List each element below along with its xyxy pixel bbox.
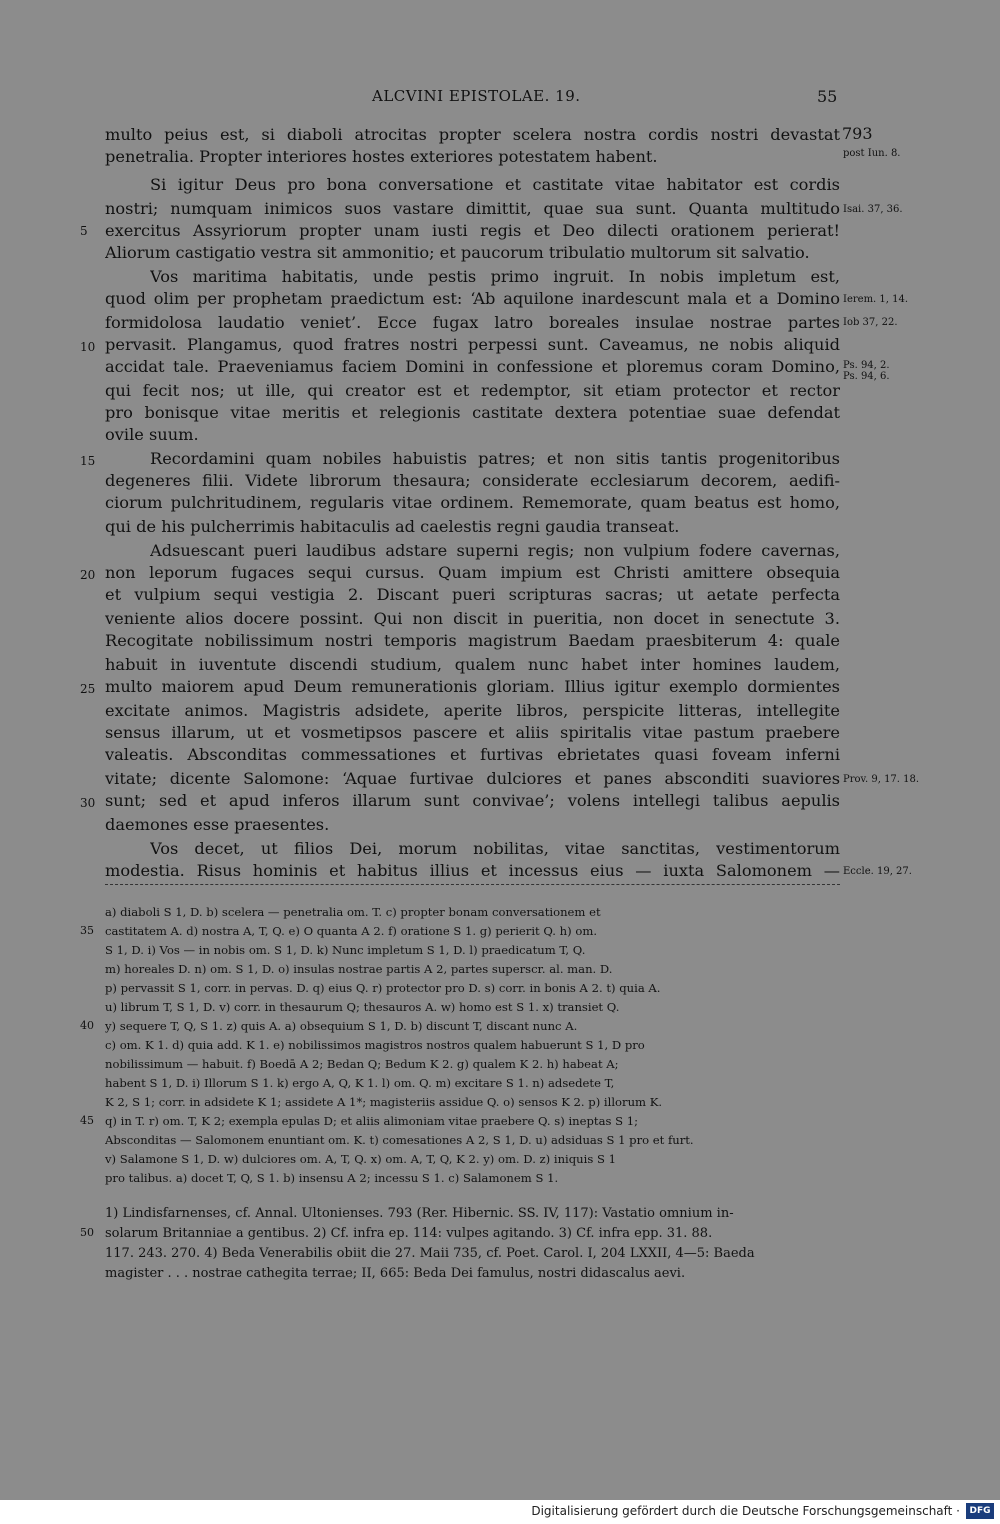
apparatus-line: castitatem A. d) nostra A, T, Q. e) O quanta A 2. f) oratione S 1. g) perierit Q. h) om. — [105, 924, 598, 938]
text-line: ciorum pulchritudinem, regularis vitae ordinem. Rememorate, quam beatus est homo, — [105, 493, 840, 512]
apparatus-line: a) diaboli S 1, D. b) scelera — penetralia om. T. c) propter bonam conversationem et — [105, 905, 601, 919]
text-line: Vos decet, ut filios Dei, morum nobilitas, vitae sanctitas, vestimentorum — [150, 839, 840, 858]
text-line: non leporum fugaces sequi cursus. Quam impium est Christi amittere obsequia — [105, 563, 840, 582]
text-line: et vulpium sequi vestigia 2. Discant pueri scripturas sacras; ut aetate perfecta — [105, 585, 840, 604]
text-line: sensus illarum, ut et vosmetipsos pascere et aliis spiritalis vitae pastum praebere — [105, 723, 840, 742]
text-line: Adsuescant pueri laudibus adstare superni regis; non vulpium fodere cavernas, — [150, 541, 840, 560]
text-line: degeneres filii. Videte librorum thesaura; considerate ecclesiarum decorem, aedifi- — [105, 471, 840, 490]
margin-ref: Ps. 94, 2. — [843, 360, 890, 371]
text-line: valeatis. Absconditas commessationes et furtivas ebrietates quasi foveam inferni — [105, 745, 840, 764]
text-line: multo peius est, si diaboli atrocitas propter scelera nostra cordis nostri devastat — [105, 125, 840, 144]
page-header — [0, 87, 1000, 109]
apparatus-line: m) horeales D. n) om. S 1, D. o) insulas nostrae partis A 2, partes superscr. al. man. D. — [105, 962, 613, 976]
note-line: magister . . . nostrae cathegita terrae; II, 665: Beda Dei famulus, nostri didascalus aevi. — [105, 1266, 686, 1281]
line-number: 25 — [80, 682, 96, 696]
line-number: 5 — [80, 224, 88, 238]
margin-ref: Ps. 94, 6. — [843, 371, 890, 382]
text-line: ovile suum. — [105, 425, 199, 444]
text-line: accidat tale. Praeveniamus faciem Domini in confessione et ploremus coram Domino, — [105, 357, 840, 376]
line-number: 50 — [80, 1226, 94, 1239]
text-line: formidolosa laudatio veniet’. Ecce fugax latro boreales insulae nostrae partes — [105, 313, 840, 332]
apparatus-line: p) pervassit S 1, corr. in pervas. D. q) eius Q. r) protector pro D. s) corr. in bonis A 2. t) quia A. — [105, 981, 661, 995]
apparatus-line: c) om. K 1. d) quia add. K 1. e) nobilissimos magistros nostros qualem habuerunt S 1, D pro — [105, 1038, 645, 1052]
running-title: ALCVINI EPISTOLAE. 19. — [372, 87, 581, 105]
line-number: 30 — [80, 796, 96, 810]
note-line: 1) Lindisfarnenses, cf. Annal. Ultonienses. 793 (Rer. Hibernic. SS. IV, 117): Vastatio omnium in- — [105, 1206, 734, 1221]
text-line: multo maiorem apud Deum remunerationis gloriam. Illius igitur exemplo dormientes — [105, 677, 840, 696]
apparatus-line: nobilissimum — habuit. f) Boedā A 2; Bedan Q; Bedum K 2. g) qualem K 2. h) habeat A; — [105, 1057, 619, 1071]
apparatus-line: y) sequere T, Q, S 1. z) quis A. a) obsequium S 1, D. b) discunt T, discant nunc A. — [105, 1019, 578, 1033]
text-line: penetralia. Propter interiores hostes exteriores potestatem habent. — [105, 147, 658, 166]
margin-ref: Isai. 37, 36. — [843, 204, 903, 215]
note-line: 117. 243. 270. 4) Beda Venerabilis obiit die 27. Maii 735, cf. Poet. Carol. I, 204 LXXII, 4—5: Baeda — [105, 1246, 755, 1261]
line-number: 20 — [80, 568, 96, 582]
apparatus-line: u) librum T, S 1, D. v) corr. in thesaurum Q; thesauros A. w) homo est S 1. x) transiet Q. — [105, 1000, 620, 1014]
text-line: qui de his pulcherrimis habitaculis ad caelestis regni gaudia transeat. — [105, 517, 680, 536]
text-line: quod olim per prophetam praedictum est: ‘Ab aquilone inardescunt mala et a Domino — [105, 289, 840, 308]
text-line: vitate; dicente Salomone: ‘Aquae furtivae dulciores et panes absconditi suaviores — [105, 769, 840, 788]
note-line: solarum Britanniae a gentibus. 2) Cf. infra ep. 114: vulpes agitando. 3) Cf. infra epp. 31. 88. — [105, 1226, 713, 1241]
line-number: 15 — [80, 454, 96, 468]
footnote-separator — [105, 884, 840, 885]
margin-ref: Ierem. 1, 14. — [843, 294, 909, 305]
text-line: Vos maritima habitatis, unde pestis primo ingruit. In nobis impletum est, — [150, 267, 840, 286]
text-line: veniente alios docere possint. Qui non discit in pueritia, non docet in senectute 3. — [105, 609, 840, 628]
page-number: 55 — [817, 87, 838, 106]
line-number: 10 — [80, 340, 96, 354]
apparatus-line: v) Salamone S 1, D. w) dulciores om. A, T, Q. x) om. A, T, Q, K 2. y) om. D. z) iniquis S 1 — [105, 1152, 616, 1166]
text-line: modestia. Risus hominis et habitus illius et incessus eius — iuxta Salomonem — — [105, 861, 840, 880]
margin-ref: Iob 37, 22. — [843, 317, 898, 328]
margin-date: post Iun. 8. — [843, 148, 901, 159]
apparatus-line: habent S 1, D. i) Illorum S 1. k) ergo A, Q, K 1. l) om. Q. m) excitare S 1. n) adsedete T, — [105, 1076, 615, 1090]
funding-credit: Digitalisierung gefördert durch die Deutsche Forschungsgemeinschaft · — [531, 1504, 960, 1518]
text-line: excitate animos. Magistris adsidete, aperite libros, perspicite litteras, intellegite — [105, 701, 840, 720]
apparatus-line: K 2, S 1; corr. in adsidete K 1; assidete A 1*; magisteriis assidue Q. o) sensos K 2. p) illorum K. — [105, 1095, 663, 1109]
apparatus-line: q) in T. r) om. T, K 2; exempla epulas D; et aliis alimoniam vitae praebere Q. s) ineptas S 1; — [105, 1114, 639, 1128]
margin-ref: Eccle. 19, 27. — [843, 866, 912, 877]
margin-year: 793 — [842, 124, 873, 143]
margin-ref: Prov. 9, 17. 18. — [843, 774, 920, 785]
funding-footer — [0, 1500, 1000, 1524]
dfg-logo: DFG — [966, 1503, 994, 1519]
text-line: Aliorum castigatio vestra sit ammonitio; et paucorum tribulatio multorum sit salvatio. — [105, 243, 810, 262]
text-line: exercitus Assyriorum propter unam iusti regis et Deo dilecti orationem perierat! — [105, 221, 840, 240]
line-number: 40 — [80, 1019, 94, 1032]
text-line: Recogitate nobilissimum nostri temporis magistrum Baedam praesbiterum 4: quale — [105, 631, 840, 650]
apparatus-line: S 1, D. i) Vos — in nobis om. S 1, D. k) Nunc impletum S 1, D. l) praedicatum T, Q. — [105, 943, 586, 957]
text-line: Si igitur Deus pro bona conversatione et castitate vitae habitator est cordis — [150, 175, 840, 194]
text-line: pervasit. Plangamus, quod fratres nostri perpessi sunt. Caveamus, ne nobis aliquid — [105, 335, 840, 354]
line-number: 35 — [80, 924, 94, 937]
text-line: daemones esse praesentes. — [105, 815, 330, 834]
text-line: pro bonisque vitae meritis et relegionis castitate dextera potentiae suae defendat — [105, 403, 840, 422]
text-line: qui fecit nos; ut ille, qui creator est et redemptor, sit etiam protector et rector — [105, 381, 840, 400]
apparatus-line: pro talibus. a) docet T, Q, S 1. b) insensu A 2; incessu S 1. c) Salamonem S 1. — [105, 1171, 559, 1185]
apparatus-line: Absconditas — Salomonem enuntiant om. K. t) comesationes A 2, S 1, D. u) adsiduas S 1 pro et furt. — [105, 1133, 694, 1147]
text-line: sunt; sed et apud inferos illarum sunt convivae’; volens intellegi talibus aepulis — [105, 791, 840, 810]
line-number: 45 — [80, 1114, 94, 1127]
text-line: Recordamini quam nobiles habuistis patres; et non sitis tantis progenitoribus — [150, 449, 840, 468]
text-line: habuit in iuventute discendi studium, qualem nunc habet inter homines laudem, — [105, 655, 840, 674]
text-line: nostri; numquam inimicos suos vastare dimittit, quae sua sunt. Quanta multitudo — [105, 199, 840, 218]
